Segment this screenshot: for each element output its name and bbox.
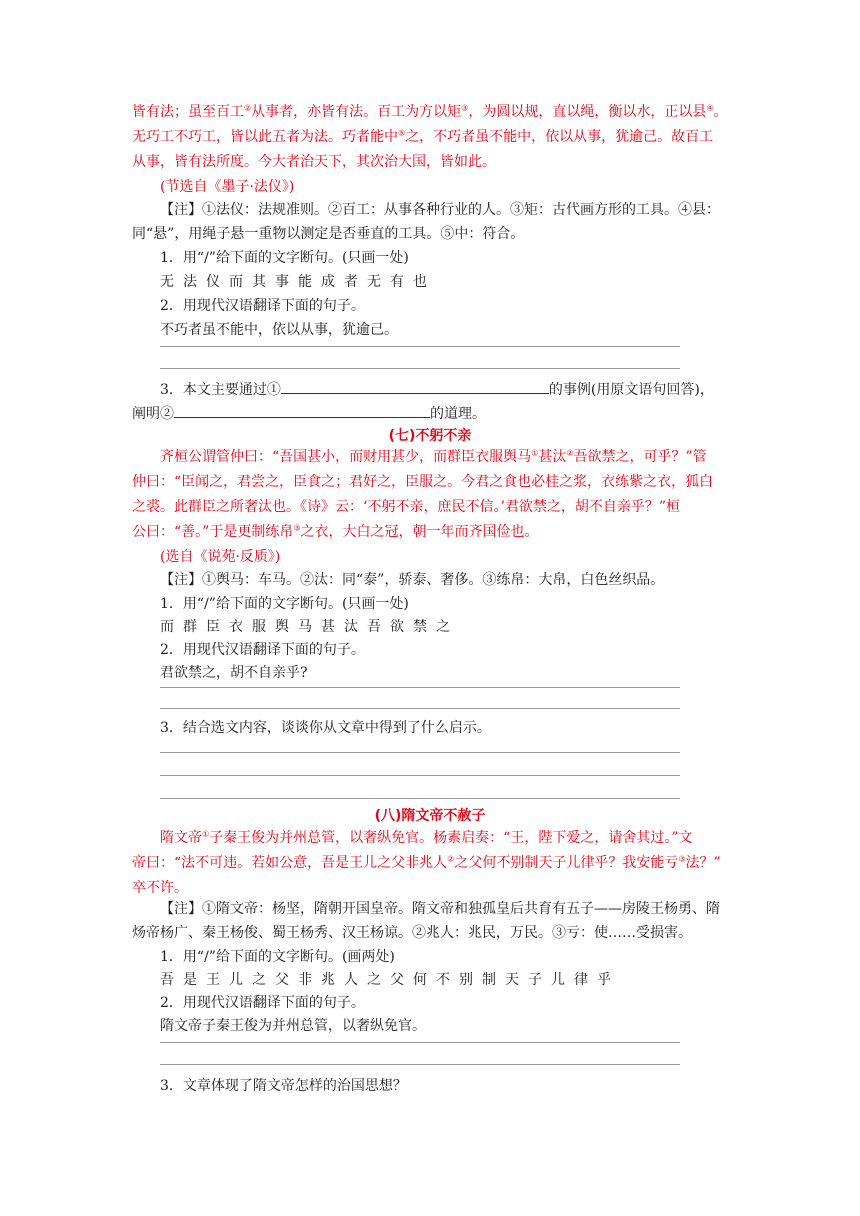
sec7-q2-answer-line-1[interactable] xyxy=(160,687,680,688)
sec6-note-line-1: 【注】①法仪：法规准则。②百工：从事各种行业的人。③矩：古代画方形的工具。④县： xyxy=(160,202,720,218)
sec6-q2-answer-line-1[interactable] xyxy=(160,346,680,347)
sec8-q2-text: 隋文帝子秦王俊为并州总管，以奢纵免官。 xyxy=(160,1018,426,1034)
sec7-q3-answer-line-1[interactable] xyxy=(160,752,680,753)
sec8-note-line-1: 【注】①隋文帝：杨坚，隋朝开国皇帝。隋文帝和独孤皇后共育有五子——房陵王杨勇、隋 xyxy=(160,901,720,917)
sec6-q1-text: 无法仪而其事能成者无有也 xyxy=(160,274,436,290)
sec6-passage-line-1: 皆有法；虽至百工②从事者，亦皆有法。百工为方以矩③，为圆以规，直以绳，衡以水，正以县④。 xyxy=(132,103,728,120)
sec8-passage-line-1: 隋文帝①子秦王俊为并州总管，以奢纵免官。杨素启奏：“王，陛下爱之，请舍其过。”文 xyxy=(160,829,693,846)
sec8-question-2: 2．用现代汉语翻译下面的句子。 xyxy=(160,995,365,1011)
sec7-question-1: 1．用“/”给下面的文字断句。(只画一处) xyxy=(160,596,409,612)
sec6-note-line-2: 同“悬”，用绳子悬一重物以测定是否垂直的工具。⑤中：符合。 xyxy=(132,226,525,242)
sec6-q3-blank-2[interactable] xyxy=(174,403,430,418)
sec6-q3-prefix-2: 阐明② xyxy=(132,406,174,422)
sec7-passage-line-1: 齐桓公谓管仲曰：“吾国甚小，而财用甚少，而群臣衣服舆马①甚汰②吾欲禁之，可乎？”管 xyxy=(160,448,707,465)
sec6-source: (节选自《墨子·法仪》) xyxy=(160,179,295,195)
sec7-q3-answer-line-3[interactable] xyxy=(160,798,680,799)
sec8-title: (八)隋文帝不赦子 xyxy=(374,808,486,824)
sec6-q3-prefix: 3．本文主要通过① xyxy=(160,382,281,398)
sec7-q1-text: 而群臣衣服舆马甚汰吾欲禁之 xyxy=(160,619,459,635)
sec7-passage-line-2: 仲曰：“臣闻之，君尝之，臣食之；君好之，臣服之。今君之食也必桂之浆，衣练紫之衣，狐白 xyxy=(132,474,714,490)
sec6-question-3-line-2 xyxy=(132,402,486,426)
sec6-q3-blank-1[interactable] xyxy=(281,379,549,394)
sec8-q2-answer-line-1[interactable] xyxy=(160,1042,680,1043)
sec7-q3-answer-line-2[interactable] xyxy=(160,775,680,776)
sec6-q3-suffix: 的道理。 xyxy=(430,406,486,422)
sec6-question-2: 2．用现代汉语翻译下面的句子。 xyxy=(160,298,365,314)
sec7-q2-answer-line-2[interactable] xyxy=(160,708,680,709)
sec7-source: (选自《说苑·反质》) xyxy=(160,549,281,565)
sec8-passage-line-2: 帝曰：“法不可违。若如公意，吾是王儿之父非兆人②之父何不别制天子儿律乎？我安能亏③法？” xyxy=(132,854,721,871)
sec7-title: (七)不躬不亲 xyxy=(388,428,472,444)
sec6-question-3-line-1 xyxy=(160,378,714,402)
sec8-q2-answer-line-2[interactable] xyxy=(160,1064,680,1065)
sec8-q1-text: 吾是王儿之父非兆人之父何不别制天子儿律乎 xyxy=(160,972,620,988)
sec7-question-3: 3．结合选文内容，谈谈你从文章中得到了什么启示。 xyxy=(160,720,491,736)
sec6-question-1: 1．用“/”给下面的文字断句。(只画一处) xyxy=(160,250,409,266)
sec8-passage-line-3: 卒不许。 xyxy=(132,880,188,896)
sec7-passage-line-4: 公曰：“善。”于是更制练帛③之衣，大白之冠，朝一年而齐国俭也。 xyxy=(132,523,539,540)
sec8-question-1: 1．用“/”给下面的文字断句。(画两处) xyxy=(160,949,395,965)
sec6-q2-text: 不巧者虽不能中，依以从事，犹逾己。 xyxy=(160,322,398,338)
sec7-note: 【注】①舆马：车马。②汰：同“泰”，骄泰、奢侈。③练帛：大帛，白色丝织品。 xyxy=(160,572,665,588)
sec8-note-line-2: 炀帝杨广、秦王杨俊、蜀王杨秀、汉王杨谅。②兆人：兆民，万民。③亏：使……受损害。 xyxy=(132,925,692,941)
sec7-question-2: 2．用现代汉语翻译下面的句子。 xyxy=(160,642,365,658)
sec6-q3-middle: 的事例(用原文语句回答)， xyxy=(548,382,714,398)
sec6-passage-line-3: 从事，皆有法所度。今大者治天下，其次治大国，皆如此。 xyxy=(132,154,496,170)
sec8-question-3: 3．文章体现了隋文帝怎样的治国思想？ xyxy=(160,1078,407,1094)
sec7-passage-line-3: 之裘。此群臣之所奢汰也。《诗》云：‘不躬不亲，庶民不信。’君欲禁之，胡不自亲乎？”桓 xyxy=(132,499,681,515)
sec7-q2-text: 君欲禁之，胡不自亲乎? xyxy=(160,665,308,681)
sec6-passage-line-2: 无巧工不巧工，皆以此五者为法。巧者能中⑤之，不巧者虽不能中，依以从事，犹逾己。故百工 xyxy=(132,128,714,145)
sec6-q2-answer-line-2[interactable] xyxy=(160,368,680,369)
